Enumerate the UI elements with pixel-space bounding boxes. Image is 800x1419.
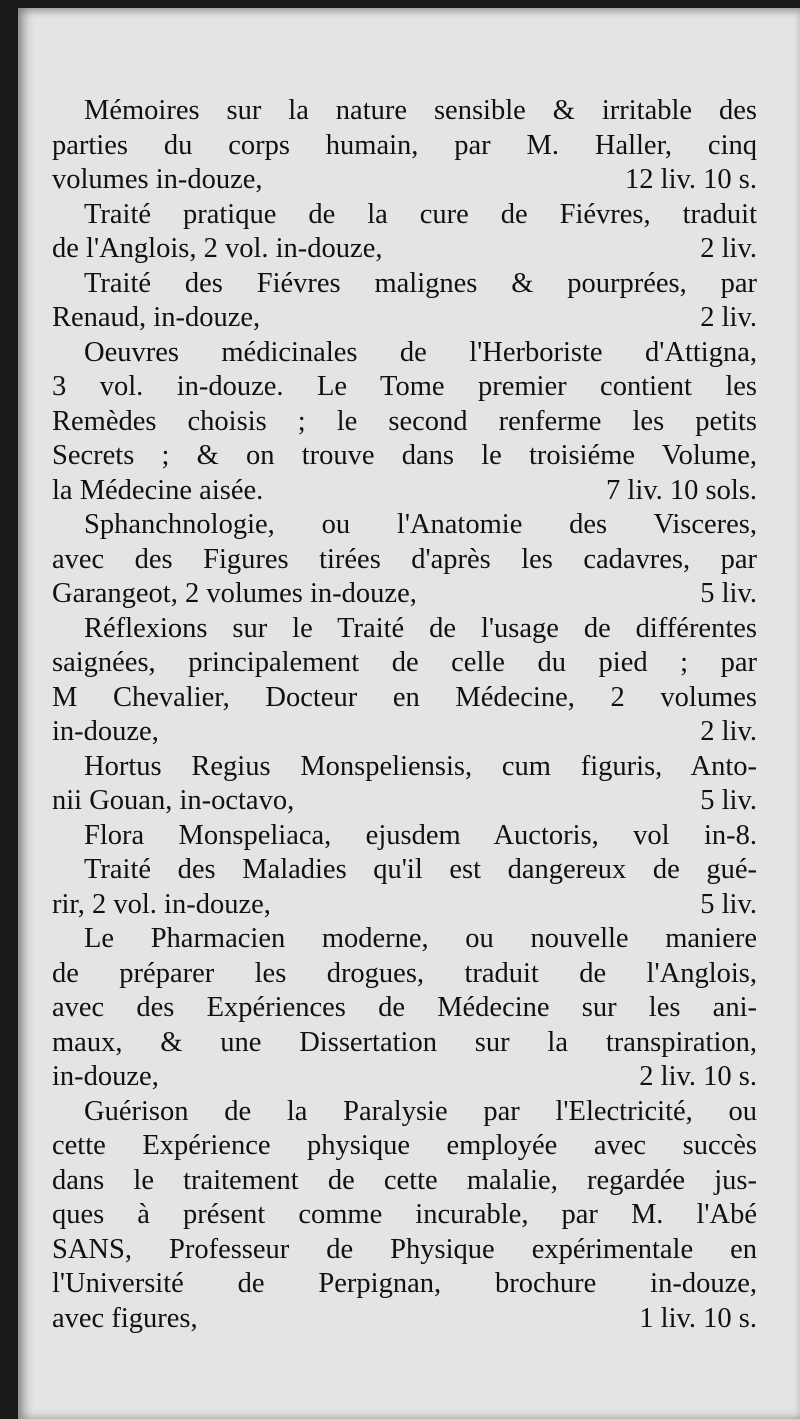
text-line: l'Université de Perpignan, brochure in-douze, (52, 1268, 757, 1299)
text-line (52, 1302, 757, 1337)
text-line (52, 232, 757, 267)
price: 5 liv. (700, 785, 757, 816)
text-line (52, 715, 757, 750)
title-text: Renaud, in-douze, (52, 302, 261, 333)
catalogue-entry (52, 267, 757, 336)
catalogue-entry (52, 198, 757, 267)
text-line: SANS, Professeur de Physique expérimentale en (52, 1233, 757, 1265)
text-line (52, 163, 757, 198)
price: 7 liv. 10 sols. (606, 474, 757, 506)
title-text: in-douze, (52, 716, 159, 747)
price: 5 liv. (700, 578, 757, 609)
text-line (52, 784, 757, 819)
catalogue-entry (52, 819, 757, 854)
text-line: Hortus Regius Monspeliensis, cum figuris, Anto- (84, 750, 757, 782)
catalogue-text (52, 94, 757, 1336)
text-line: ques à présent comme incurable, par M. l'Abé (52, 1199, 757, 1230)
text-line: parties du corps humain, par M. Haller, cinq (52, 129, 757, 161)
title-text: in-douze, (52, 1061, 159, 1092)
title-text: rir, 2 vol. in-douze, (52, 888, 271, 920)
text-line: Traité des Maladies qu'il est dangereux de gué- (84, 854, 757, 885)
price: 2 liv. (700, 716, 757, 747)
catalogue-entry (52, 853, 757, 922)
text-line: Traité des Fiévres malignes & pourprées, par (84, 267, 757, 299)
text-line (52, 474, 757, 509)
text-line: de préparer les drogues, traduit de l'Anglois, (52, 957, 757, 989)
price: 2 liv. 10 s. (639, 1061, 757, 1092)
catalogue-entry (52, 922, 757, 1095)
book-page (18, 8, 800, 1419)
catalogue-entry (52, 94, 757, 198)
text-line: Sphanchnologie, ou l'Anatomie des Visceres, (84, 509, 757, 540)
text-line (52, 1060, 757, 1095)
title-text: avec figures, (52, 1302, 198, 1334)
title-text: nii Gouan, in-octavo, (52, 785, 295, 816)
text-line: avec des Expériences de Médecine sur les ani- (52, 992, 757, 1023)
text-line: Secrets ; & on trouve dans le troisiéme Volume, (52, 440, 757, 471)
text-line: cette Expérience physique employée avec succès (52, 1130, 757, 1161)
text-line: Flora Monspeliaca, ejusdem Auctoris, vol in-8. (84, 819, 757, 851)
price: 2 liv. (700, 302, 757, 333)
price: 1 liv. 10 s. (639, 1302, 757, 1334)
title-text: volumes in-douze, (52, 164, 263, 195)
text-line: maux, & une Dissertation sur la transpiration, (52, 1026, 757, 1058)
text-line: Réflexions sur le Traité de l'usage de différentes (84, 612, 757, 644)
catalogue-entry (52, 612, 757, 750)
text-line (52, 577, 757, 612)
catalogue-entry (52, 750, 757, 819)
title-text: la Médecine aisée. (52, 474, 264, 506)
text-line: M Chevalier, Docteur en Médecine, 2 volumes (52, 681, 757, 713)
text-line: 3 vol. in-douze. Le Tome premier contient les (52, 371, 757, 402)
text-line: Remèdes choisis ; le second renferme les petits (52, 405, 757, 437)
text-line: Mémoires sur la nature sensible & irritable des (84, 95, 757, 126)
price: 12 liv. 10 s. (625, 164, 757, 195)
text-line: Guérison de la Paralysie par l'Electricité, ou (84, 1095, 757, 1127)
price: 5 liv. (700, 888, 757, 920)
catalogue-entry (52, 508, 757, 612)
text-line: Oeuvres médicinales de l'Herboriste d'Attigna, (84, 336, 757, 368)
title-text: Garangeot, 2 volumes in-douze, (52, 578, 417, 609)
text-line: saignées, principalement de celle du pied ; par (52, 647, 757, 678)
text-line: dans le traitement de cette malalie, regardée jus- (52, 1164, 757, 1196)
text-line (52, 301, 757, 336)
title-text: de l'Anglois, 2 vol. in-douze, (52, 233, 383, 264)
price: 2 liv. (700, 233, 757, 264)
text-line: Le Pharmacien moderne, ou nouvelle maniere (84, 923, 757, 954)
text-line: avec des Figures tirées d'après les cadavres, par (52, 543, 757, 575)
text-line (52, 888, 757, 923)
text-line: Traité pratique de la cure de Fiévres, traduit (84, 198, 757, 230)
catalogue-entry (52, 336, 757, 509)
catalogue-entry (52, 1095, 757, 1337)
